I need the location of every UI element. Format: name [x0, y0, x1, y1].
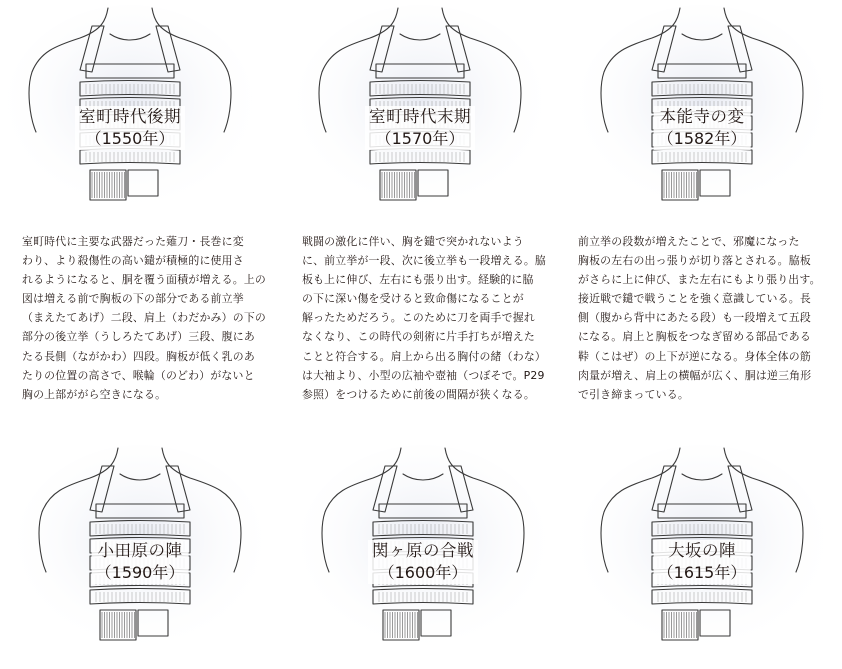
description-line: たりの位置の高さで、喉輪（のどわ）がないと [22, 368, 255, 382]
year-label: （1590年） [95, 563, 185, 582]
description-line: たる長側（ながかわ）四段。胸板が低く乳のあ [22, 349, 255, 363]
year-label: （1582年） [657, 129, 747, 148]
description-line: は大袖より、小型の広袖や壺袖（つぼそで。P29 [302, 368, 545, 382]
era-label: 小田原の陣 [97, 541, 183, 560]
description-line: 解ったためだろう。このために刀を両手で握れ [302, 311, 535, 325]
description-line: 胸の上部ががら空きになる。 [22, 387, 167, 401]
era-label: 大坂の陣 [667, 541, 736, 560]
description-line: がさらに上に伸び、また左右にもより張り出す。 [578, 273, 821, 287]
description-line: 胸板の左右の出っ張りが切り落とされる。脇板 [578, 254, 811, 268]
armor-caption [654, 540, 751, 584]
description-line: で引き締まっている。 [578, 387, 689, 401]
armor-panel-1570 [300, 0, 540, 215]
description-line: 側（腹から背中にあたる段）も一段増えて五段 [578, 311, 811, 325]
description-line: になる。肩上と胸板をつなぎ留める部品である [578, 330, 811, 344]
armor-caption [654, 106, 751, 150]
description-line: に、前立挙が一段、次に後立挙も一段増える。脇 [302, 254, 546, 268]
description-line: 鞐（こはぜ）の上下が逆になる。身体全体の筋 [578, 349, 811, 363]
description-1582 [578, 232, 828, 404]
description-line: なくなり、この時代の剣術に片手打ちが増えた [302, 330, 535, 344]
era-label: 室町時代末期 [369, 107, 471, 126]
armor-caption [75, 106, 185, 150]
era-label: 本能寺の変 [659, 107, 745, 126]
era-label: 室町時代後期 [79, 107, 181, 126]
description-line: 部分の後立挙（うしろたてあげ）三段、腹にあ [22, 330, 255, 344]
description-line: 図は増える前で胸板の下の部分である前立挙 [22, 292, 244, 306]
description-1550 [22, 232, 272, 404]
year-label: （1615年） [657, 563, 747, 582]
description-line: 接近戦で鑓で戦うことを強く意識している。長 [578, 292, 811, 306]
era-label: 関ヶ原の合戦 [372, 541, 474, 560]
armor-panel-1590 [20, 440, 260, 655]
description-line: 戦闘の激化に伴い、胸を鑓で突かれないよう [302, 235, 524, 248]
description-line: 室町時代に主要な武器だった薙刀・長巻に変 [22, 235, 244, 248]
year-label: （1600年） [378, 563, 468, 582]
armor-caption [92, 540, 189, 584]
year-label: （1550年） [85, 129, 175, 148]
armor-panel-1550 [10, 0, 250, 215]
description-line: ことと符合する。肩上から出る胸付の緒（わな） [302, 349, 546, 363]
armor-panel-1582 [582, 0, 822, 215]
armor-panel-1615 [582, 440, 822, 655]
armor-caption [365, 106, 475, 150]
year-label: （1570年） [375, 129, 465, 148]
description-line: わり、より殺傷性の高い鑓が積極的に使用さ [22, 254, 244, 268]
armor-caption [368, 540, 478, 584]
description-line: （まえたてあげ）二段、肩上（わだかみ）の下の [22, 311, 266, 325]
description-line: 板も上に伸び、左右にも張り出す。経験的に脇 [302, 273, 534, 287]
description-1570 [302, 232, 552, 404]
description-line: れるようになると、胴を覆う面積が増える。上の [22, 273, 266, 287]
description-line: 肉量が増え、肩上の横幅が広く、胴は逆三角形 [578, 368, 812, 382]
description-line: 参照）をつけるために前後の間隔が狭くなる。 [302, 387, 535, 401]
description-line: 前立挙の段数が増えたことで、邪魔になった [578, 235, 800, 248]
description-line: の下に深い傷を受けると致命傷になることが [302, 292, 524, 306]
armor-panel-1600 [303, 440, 543, 655]
